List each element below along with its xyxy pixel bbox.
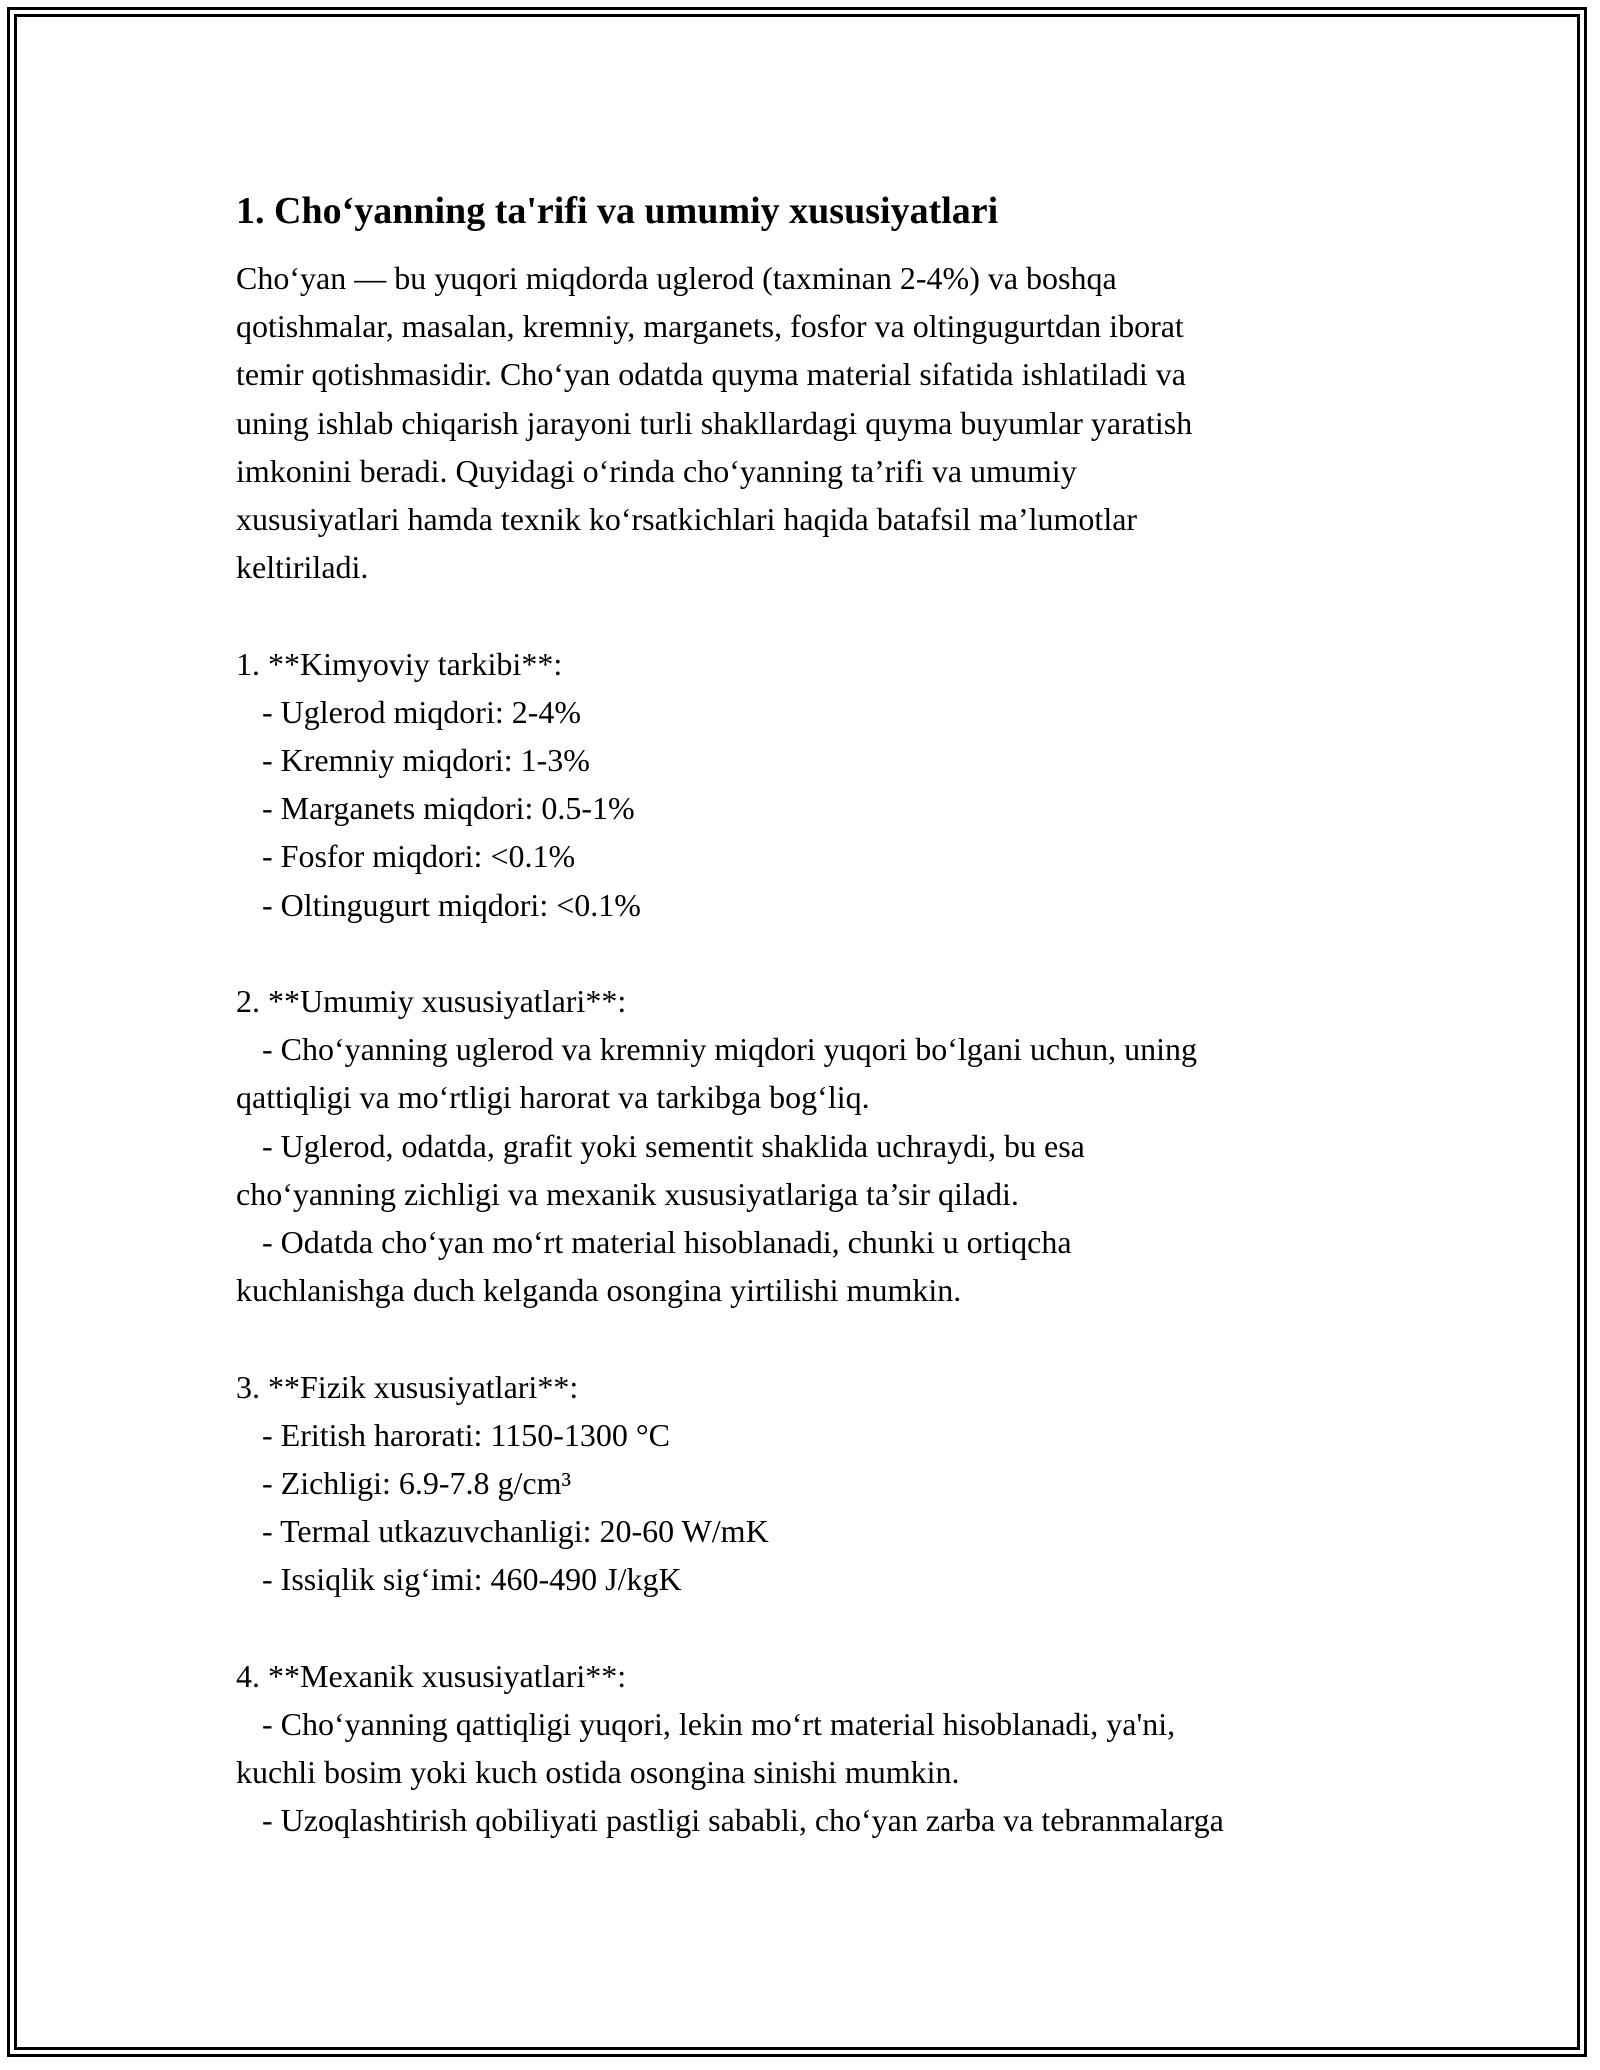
intro-line: qotishmalar, masalan, kremniy, marganets, fosfor va oltingugurtdan iborat [236, 308, 1184, 345]
list-item: - Fosfor miqdori: <0.1% [262, 838, 576, 875]
intro-line: Cho‘yan — bu yuqori miqdorda uglerod (taxminan 2-4%) va boshqa [236, 260, 1117, 296]
list-item: - Cho‘yanning qattiqligi yuqori, lekin mo‘rt material hisoblanadi, ya'ni, [262, 1706, 1176, 1743]
document-body [236, 186, 1396, 1845]
list-item-continuation: cho‘yanning zichligi va mexanik xususiyatlariga ta’sir qiladi. [236, 1175, 1019, 1212]
intro-line: xususiyatlari hamda texnik ko‘rsatkichlari haqida batafsil ma’lumotlar [236, 501, 1138, 538]
intro-line: uning ishlab chiqarish jarayoni turli shakllardagi quyma buyumlar yaratish [236, 404, 1193, 441]
intro-line: imkonini beradi. Quyidagi o‘rinda cho‘yanning ta’rifi va umumiy [236, 452, 1077, 489]
section-chemical-composition [236, 640, 1396, 929]
list-item: - Oltingugurt miqdori: <0.1% [262, 886, 641, 923]
blank-line [236, 1604, 1396, 1652]
list-item: - Zichligi: 6.9-7.8 g/cm³ [262, 1465, 572, 1502]
section-title: 3. **Fizik xususiyatlari**: [236, 1368, 579, 1405]
list-item: - Odatda cho‘yan mo‘rt material hisoblanadi, chunki u ortiqcha [262, 1224, 1072, 1261]
list-item: - Eritish harorati: 1150-1300 °C [262, 1416, 670, 1453]
section-general-properties [236, 977, 1396, 1314]
list-item-continuation: kuchli bosim yoki kuch ostida osongina sinishi mumkin. [236, 1754, 960, 1791]
section-title: 4. **Mexanik xususiyatlari**: [236, 1657, 627, 1694]
document-heading: 1. Cho‘yanning ta'rifi va umumiy xususiyatlari [236, 190, 999, 232]
intro-line: temir qotishmasidir. Cho‘yan odatda quyma material sifatida ishlatiladi va [236, 356, 1186, 393]
list-item: - Issiqlik sig‘imi: 460-490 J/kgK [262, 1561, 682, 1598]
blank-line [236, 929, 1396, 977]
section-physical-properties [236, 1363, 1396, 1604]
list-item-continuation: qattiqligi va mo‘rtligi harorat va tarkibga bog‘liq. [236, 1079, 870, 1116]
section-title: 2. **Umumiy xususiyatlari**: [236, 983, 627, 1020]
blank-line [236, 1314, 1396, 1362]
list-item: - Marganets miqdori: 0.5-1% [262, 790, 635, 827]
intro-paragraph [236, 254, 1396, 1845]
list-item: - Uzoqlashtirish qobiliyati pastligi sababli, cho‘yan zarba va tebranmalarga [262, 1802, 1224, 1839]
list-item: - Uglerod, odatda, grafit yoki sementit shaklida uchraydi, bu esa [262, 1127, 1085, 1164]
intro-line: keltiriladi. [236, 549, 369, 586]
list-item-continuation: kuchlanishga duch kelganda osongina yirtilishi mumkin. [236, 1272, 962, 1309]
section-title: 1. **Kimyoviy tarkibi**: [236, 645, 563, 682]
list-item: - Uglerod miqdori: 2-4% [262, 693, 582, 730]
list-item: - Termal utkazuvchanligi: 20-60 W/mK [262, 1513, 769, 1550]
section-mechanical-properties [236, 1652, 1396, 1845]
list-item: - Kremniy miqdori: 1-3% [262, 742, 590, 779]
list-item: - Cho‘yanning uglerod va kremniy miqdori yuqori bo‘lgani uchun, uning [262, 1031, 1197, 1068]
blank-line [236, 591, 1396, 639]
